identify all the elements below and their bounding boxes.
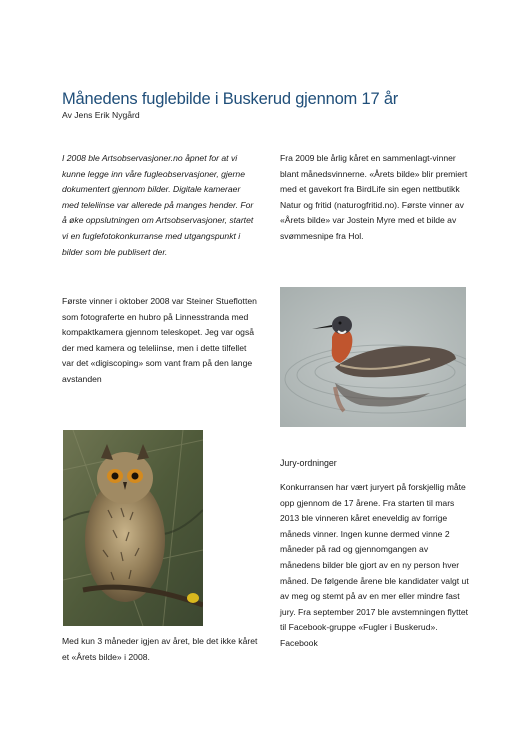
first-winner-paragraph: Første vinner i oktober 2008 var Steiner Stueflotten som fotograferte en hubro på Linnesstranda med kompaktkamera gjennom teleskopet. Jeg var også der med kamera og teleliinse, men i dette tilfellet var det «digiscoping» som vant fram på den lange avstanden <box>62 296 257 384</box>
jury-heading: Jury-ordninger <box>280 458 337 468</box>
eagle-owl-photo <box>63 430 203 626</box>
jury-paragraph: Konkurransen har vært juryert på forskjellig måte opp gjennom de 17 årene. Fra starten til mars 2013 ble vinneren kåret eneveldig av forrige måneds vinner. Ingen kunne dermed vinne 2 måneder på rad og gjennomgangen av månedens bilder ble gjort av en ny person hver måned. De følgende årene ble kandidater valgt ut av meg og stemt på av en mer eller mindre fast jury. Fra september 2017 ble avstemningen flyttet til Facebook-gruppe «Fugler i Buskerud». Facebook <box>280 482 469 648</box>
red-necked-phalarope-photo <box>280 287 466 427</box>
article-title: Månedens fuglebilde i Buskerud gjennom 17 år <box>62 90 399 109</box>
article-byline: Av Jens Erik Nygård <box>62 110 140 120</box>
intro-paragraph: I 2008 ble Artsobservasjoner.no åpnet for at vi kunne legge inn våre fugleobservasjoner, gjerne dokumentert gjennom bilder. Digitale kameraer med teleliinse var allerede på manges hender. For å øke oppslutningen om Artsobservasjoner, startet vi en fuglefotokonkurranse med utgangspunkt i bilder som ble publisert der. <box>62 153 254 257</box>
photo-caption-note: Med kun 3 måneder igjen av året, ble det ikke kåret et «Årets bilde» i 2008. <box>62 636 258 662</box>
yearly-winner-paragraph: Fra 2009 ble årlig kåret en sammenlagt-vinner blant månedsvinnerne. «Årets bilde» blir premiert med et gavekort fra BirdLife sin egen nettbutikk Natur og fritid (naturogfritid.no). Første vinner av «Årets bilde» var Jostein Myre med et bilde av svømmesnipe fra Hol. <box>280 153 468 241</box>
